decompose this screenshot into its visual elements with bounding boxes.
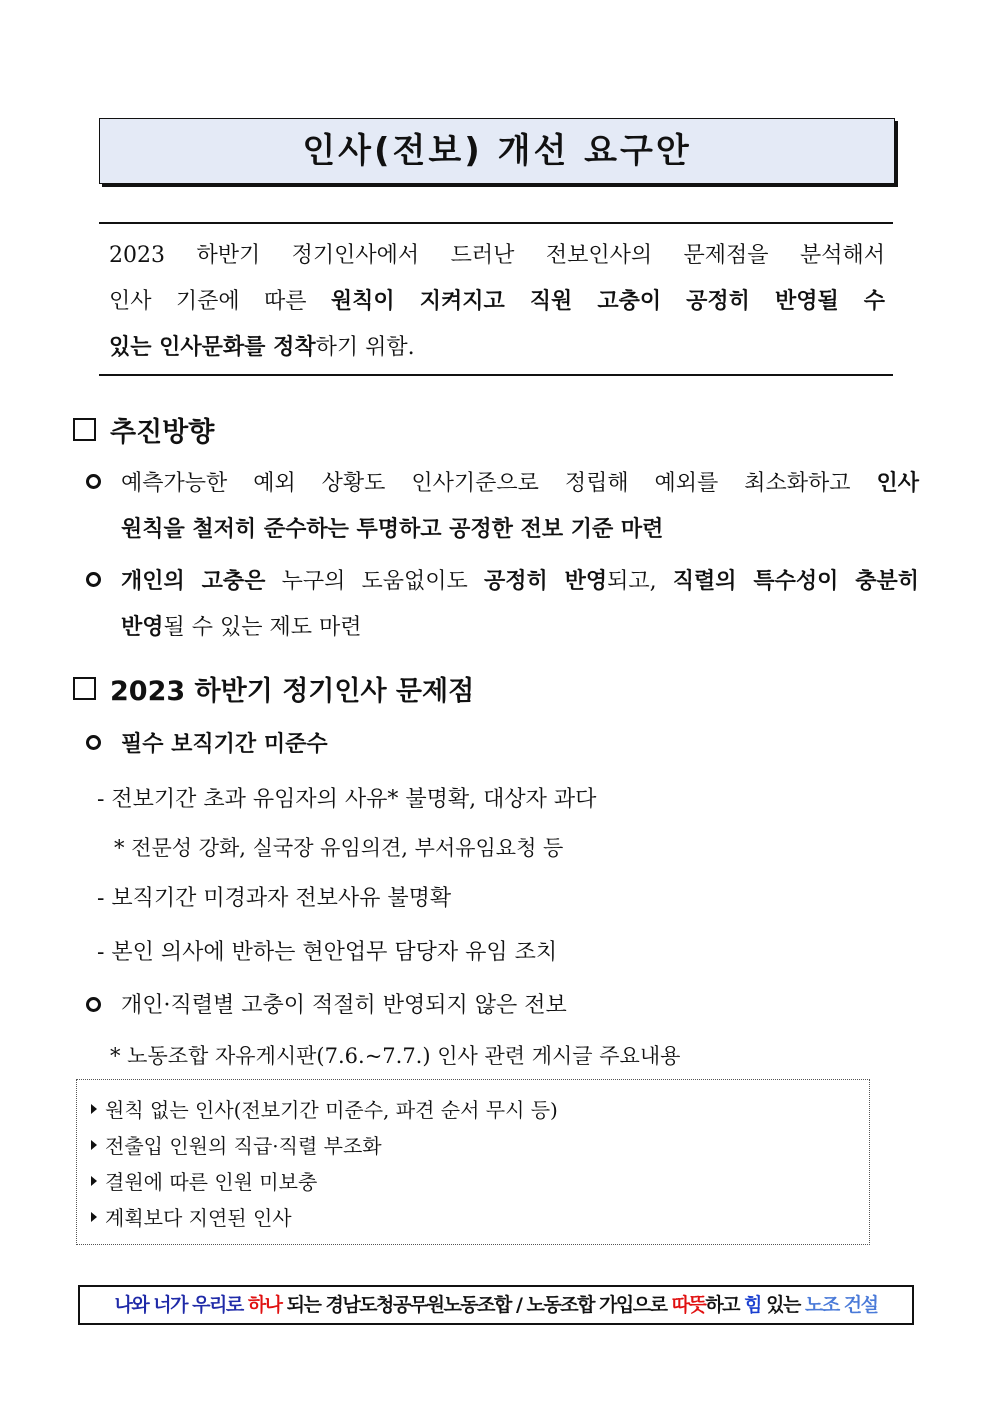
list-item bbox=[91, 1130, 382, 1159]
triangle-bullet-icon bbox=[91, 1212, 97, 1222]
list-item-text: 원칙 없는 인사(전보기간 미준수, 파견 순서 무시 등) bbox=[105, 1098, 558, 1122]
intro-line-3-plain: 하기 위함. bbox=[315, 335, 415, 360]
circle-bullet-icon bbox=[86, 474, 101, 489]
intro-line-3 bbox=[109, 330, 885, 361]
s1-b2-p3: 공정히 반영 bbox=[483, 568, 608, 594]
intro-line-1: 2023 하반기 정기인사에서 드러난 전보인사의 문제점을 분석해서 bbox=[109, 243, 885, 268]
s2-bullet1: 필수 보직기간 미준수 bbox=[121, 731, 328, 757]
list-item bbox=[91, 1166, 317, 1195]
intro-line-2 bbox=[109, 284, 885, 315]
intro-line-2-plain: 인사 기준에 따른 bbox=[109, 289, 331, 314]
list-item-text: 전출입 인원의 직급·직렬 부조화 bbox=[105, 1134, 382, 1158]
list-item-text: 결원에 따른 인원 미보충 bbox=[105, 1170, 318, 1194]
section-heading-problems bbox=[73, 669, 474, 708]
s2-dash1: - 전보기간 초과 유임자의 사유* 불명확, 대상자 과다 bbox=[97, 787, 597, 812]
s1-b2-p1: 개인의 고충은 bbox=[121, 568, 266, 594]
slogan-seg: 되는 경남도청공무원노동조합 / 노동조합 가입으로 bbox=[281, 1294, 672, 1316]
s1-b1-plain: 예측가능한 예외 상황도 인사기준으로 정립해 예외를 최소화하고 bbox=[121, 471, 877, 496]
checkbox-square-icon bbox=[73, 677, 96, 700]
section1-heading: 추진방향 bbox=[110, 417, 215, 448]
s2-note1: * 전문성 강화, 실국장 유임의견, 부서유임요청 등 bbox=[114, 836, 564, 860]
section-heading-direction bbox=[73, 410, 214, 449]
s1-b2-p5: 직렬의 특수성이 충분히 bbox=[672, 568, 920, 594]
circle-bullet-icon bbox=[86, 735, 101, 750]
s1-b1-bold: 인사 bbox=[876, 470, 919, 496]
intro-box bbox=[99, 222, 893, 376]
intro-line-3-bold: 있는 인사문화를 정착 bbox=[109, 334, 316, 360]
list-item bbox=[91, 1094, 558, 1123]
s1-bullet1-line1 bbox=[121, 466, 919, 497]
slogan-seg: 노조 건설 bbox=[804, 1294, 878, 1316]
s1-b2-p4: 되고, bbox=[607, 569, 673, 594]
s1-bullet2-line1 bbox=[121, 564, 919, 595]
page-title: 인사(전보) 개선 요구안 bbox=[302, 131, 692, 171]
title-box bbox=[99, 118, 895, 184]
s1-b2-l2-bold: 반영 bbox=[121, 614, 164, 640]
list-item-text: 계획보다 지연된 인사 bbox=[105, 1206, 292, 1230]
s1-bullet2-line2 bbox=[121, 610, 362, 641]
s2-note2: * 노동조합 자유게시판(7.6.~7.7.) 인사 관련 게시글 주요내용 bbox=[110, 1044, 681, 1068]
triangle-bullet-icon bbox=[91, 1140, 97, 1150]
triangle-bullet-icon bbox=[91, 1104, 97, 1114]
s2-dash2: - 보직기간 미경과자 전보사유 불명확 bbox=[97, 886, 452, 911]
slogan-seg: 따뜻 bbox=[671, 1294, 706, 1316]
triangle-bullet-icon bbox=[91, 1176, 97, 1186]
circle-bullet-icon bbox=[86, 572, 101, 587]
circle-bullet-icon bbox=[86, 997, 101, 1012]
list-item bbox=[91, 1202, 292, 1231]
s2-bullet2: 개인·직렬별 고충이 적절히 반영되지 않은 전보 bbox=[121, 993, 567, 1018]
section2-heading: 2023 하반기 정기인사 문제점 bbox=[110, 676, 475, 707]
checkbox-square-icon bbox=[73, 418, 96, 441]
s1-bullet1-line2: 원칙을 철저히 준수하는 투명하고 공정한 전보 기준 마련 bbox=[121, 516, 664, 542]
slogan-seg: 하나 bbox=[247, 1294, 282, 1316]
s2-dash3: - 본인 의사에 반하는 현안업무 담당자 유임 조치 bbox=[97, 940, 558, 965]
board-summary-box bbox=[76, 1079, 870, 1245]
slogan-seg: 힘 bbox=[744, 1294, 762, 1316]
s1-b2-p2: 누구의 도움없이도 bbox=[265, 569, 484, 594]
slogan-seg: 하고 bbox=[705, 1294, 745, 1316]
slogan-seg: 있는 bbox=[761, 1294, 805, 1316]
slogan-seg: 나와 너가 우리로 bbox=[114, 1294, 248, 1316]
union-slogan-banner bbox=[78, 1285, 914, 1325]
s1-b2-l2-plain: 될 수 있는 제도 마련 bbox=[163, 615, 362, 640]
intro-line-2-bold: 원칙이 지켜지고 직원 고충이 공정히 반영될 수 bbox=[330, 288, 885, 314]
